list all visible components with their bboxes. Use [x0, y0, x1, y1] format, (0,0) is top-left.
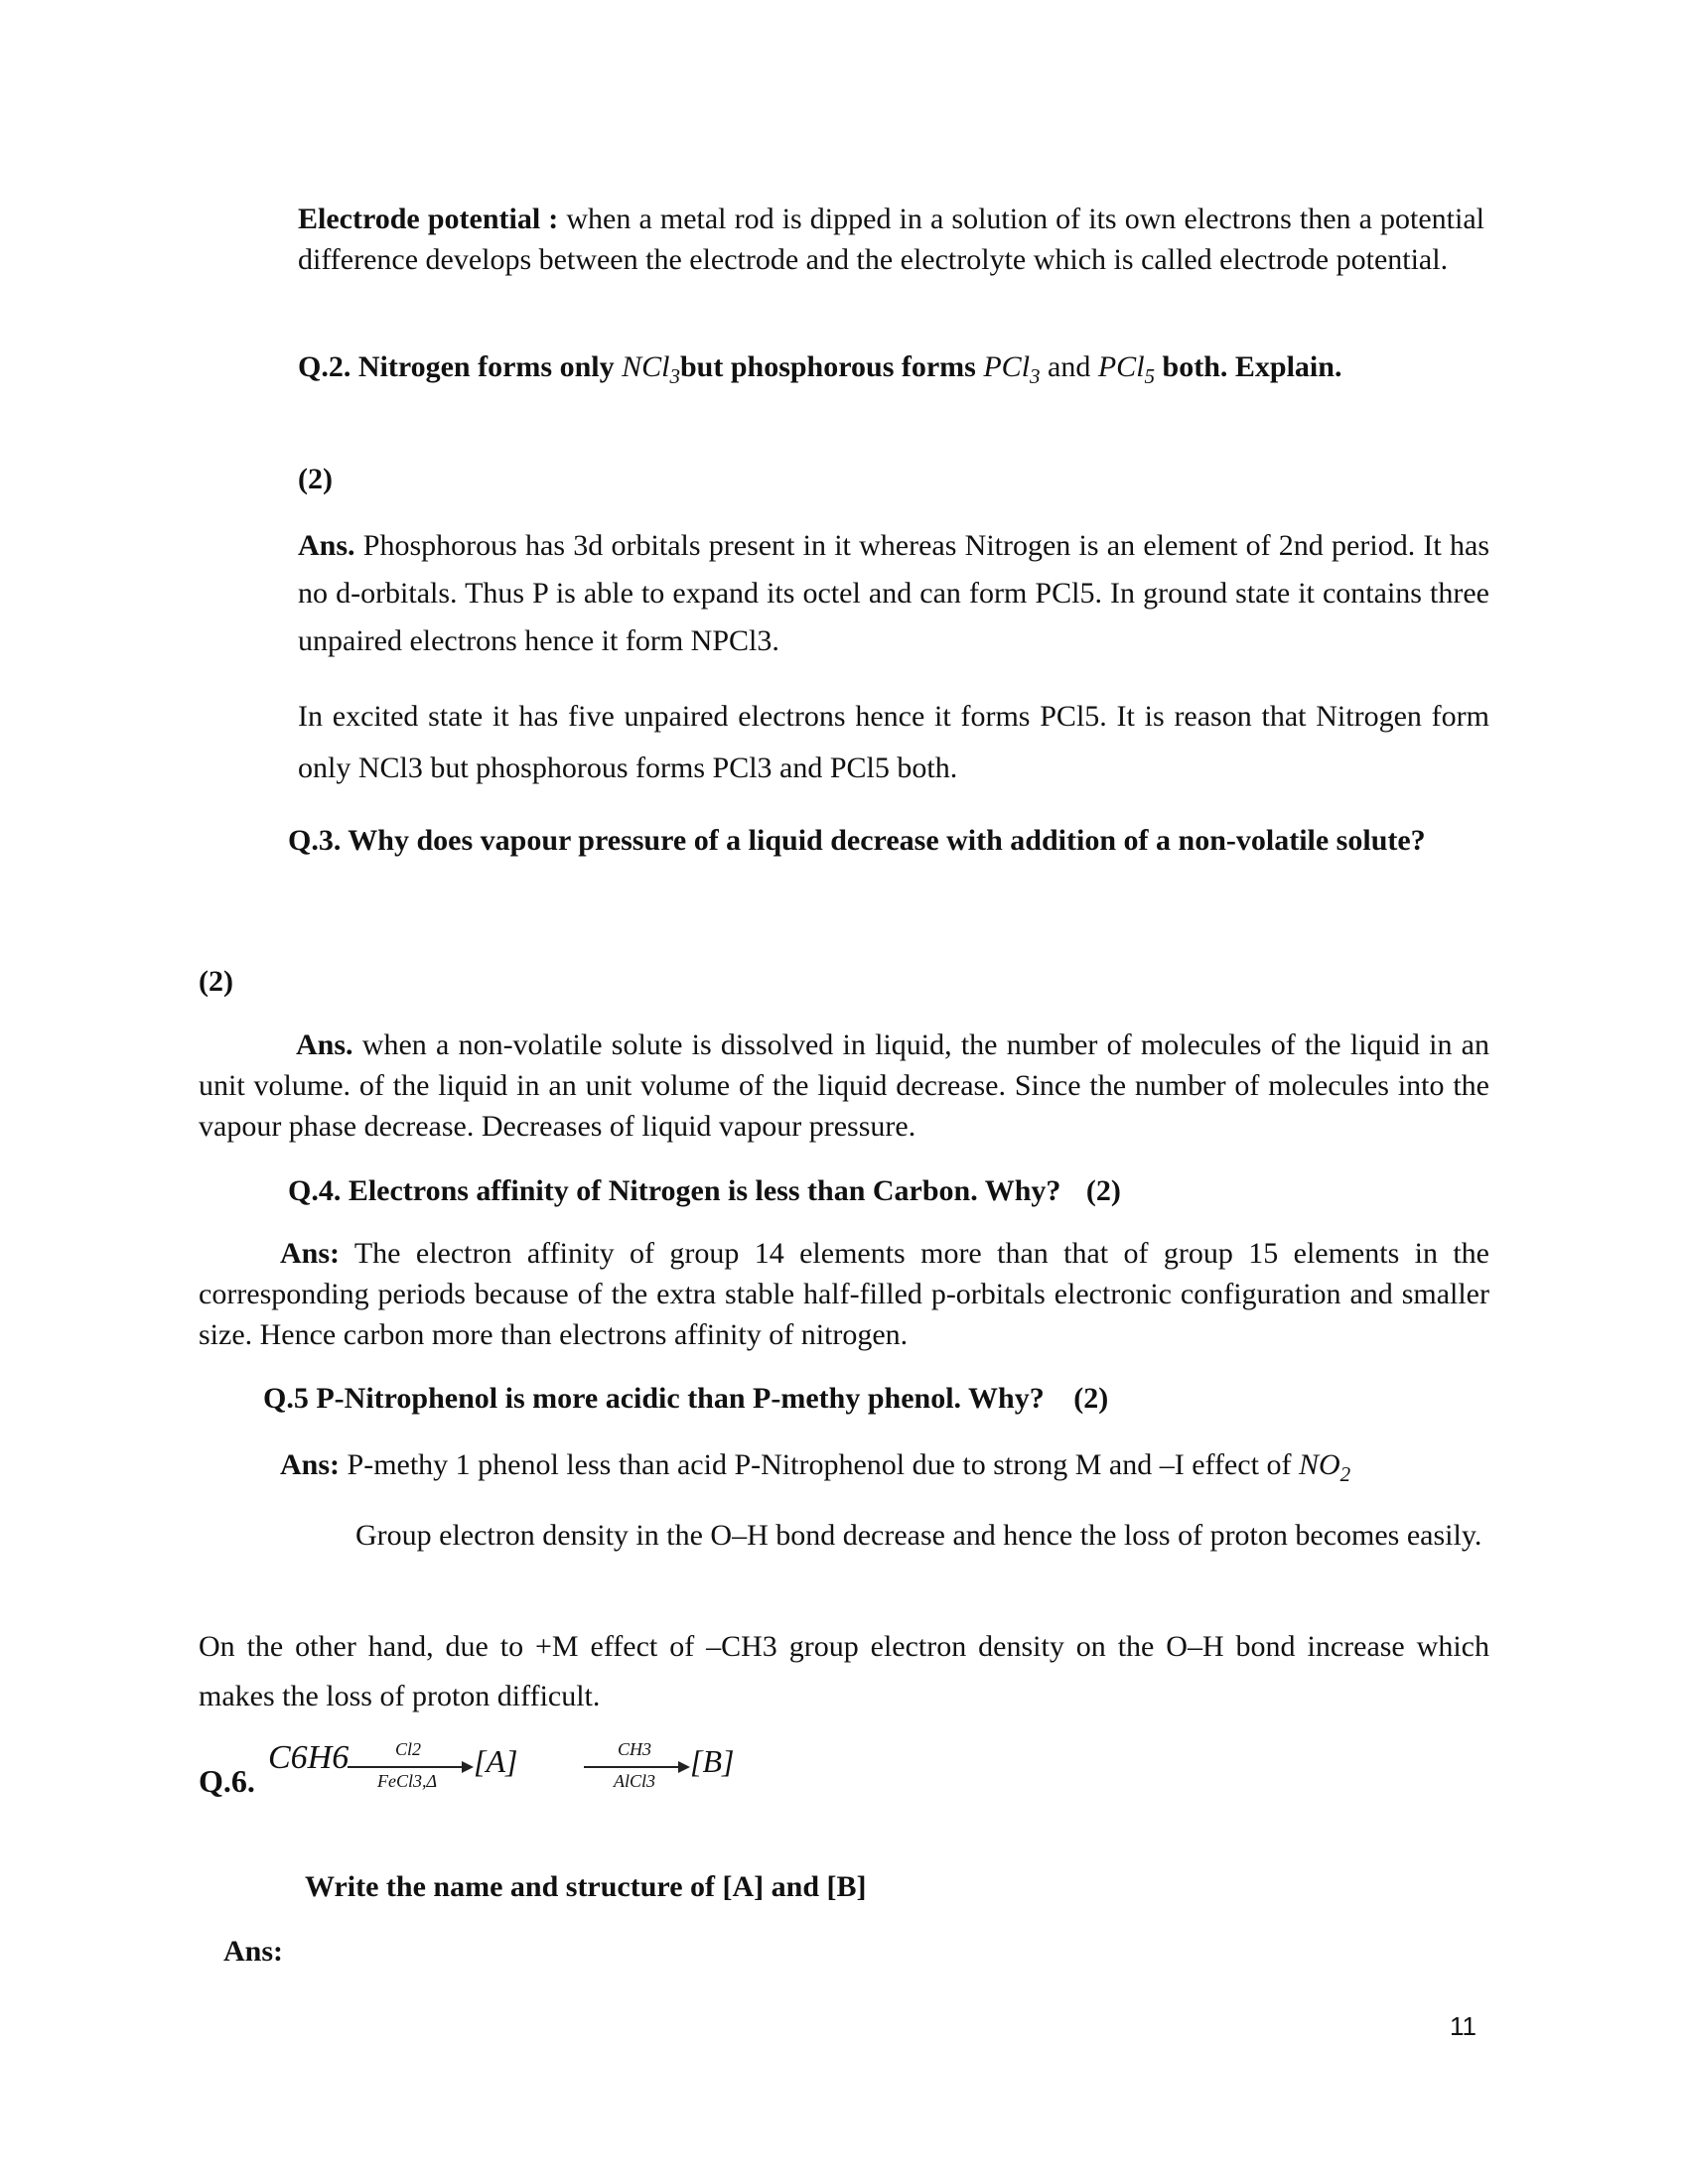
q6-answer — [223, 1931, 283, 1972]
q2-marks — [298, 459, 333, 499]
q6-reagent2-bottom: AlCl3 — [614, 1771, 656, 1791]
q6-arrow-2 — [584, 1766, 688, 1768]
q6-ans-label: Ans: — [223, 1935, 284, 1968]
q5-answer-line3 — [199, 1622, 1489, 1721]
q2-answer-p2-text: In excited state it has five unpaired electrons hence it forms PCl5. It is reason that Nitrogen form only NCl3 but phosphorous forms PCl3 and PCl5 both. — [298, 700, 1489, 784]
q4-answer — [199, 1233, 1489, 1355]
q6-reactant: C6H6 — [268, 1739, 350, 1776]
q2-text-1: Nitrogen forms only — [357, 350, 615, 383]
q4-answer-text: The electron affinity of group 14 elements more than that of group 15 elements in the corresponding periods because of the extra stable half-filled p-orbitals electronic configuration and smaller size. Hence carbon more than electrons affinity of nitrogen. — [199, 1237, 1489, 1351]
formula-pcl5: PCl$_5$ — [1097, 350, 1156, 388]
q6-number — [199, 1763, 255, 1800]
q5-answer-a2: Group electron density in the O–H bond decrease and hence the loss of proton becomes easily. — [355, 1519, 1482, 1552]
q5-marks: (2) — [1073, 1382, 1109, 1415]
q2-answer-p1-text: Phosphorous has 3d orbitals present in it whereas Nitrogen is an element of 2nd period. It has no d-orbitals. Thus P is able to expand its octel and can form PCl5. In ground state it contains three unpaired electrons hence it form NPCl3. — [298, 529, 1489, 657]
q5-answer-line2 — [199, 1515, 1489, 1556]
q3-answer-text: when a non-volatile solute is dissolved in liquid, the number of molecules of the liquid in an unit volume. of the liquid in an unit volume of the liquid decrease. Since the number of molecules into the vapour phase decrease. Decreases of liquid vapour pressure. — [199, 1028, 1489, 1143]
electrode-definition: when a metal rod is dipped in a solution of its own electrons then a potential difference develops between the electrode and the electrolyte which is called electrode potential. — [298, 203, 1484, 276]
q2-text-3: and — [1048, 350, 1091, 383]
q6-product-b: [B] — [690, 1743, 735, 1779]
formula-ncl3: NCl$_3$ — [622, 350, 680, 388]
q6-product-a: [A] — [474, 1743, 518, 1779]
q2-answer-p2 — [298, 691, 1489, 794]
q4-ans-label: Ans: — [280, 1237, 341, 1270]
q3-question-text: Q.3. Why does vapour pressure of a liquid decrease with addition of a non-volatile solute? — [288, 824, 1426, 857]
q5-question-text: Q.5 P-Nitrophenol is more acidic than P-methy phenol. Why? — [263, 1382, 1045, 1415]
q3-ans-label: Ans. — [296, 1028, 353, 1061]
q2-text-2: but phosphorous forms — [679, 350, 976, 383]
q6-instruction — [305, 1866, 1496, 1907]
q3-answer — [199, 1024, 1489, 1147]
q3-marks — [199, 961, 233, 1002]
formula-pcl3: PCl$_3$ — [983, 350, 1041, 388]
q2-ans-label: Ans. — [298, 529, 355, 562]
q5-answer-line1 — [280, 1444, 1491, 1485]
q5-ans-label: Ans: — [280, 1448, 341, 1481]
page-number: 11 — [1450, 2011, 1477, 2041]
electrode-term: Electrode potential : — [298, 203, 559, 235]
q2-text-4: both. Explain. — [1162, 350, 1342, 383]
q4-question — [288, 1170, 1479, 1211]
q2-answer-p1 — [298, 522, 1489, 665]
q5-question — [263, 1378, 1455, 1419]
q6-reagent1-top: Cl2 — [395, 1739, 422, 1759]
q2-question — [298, 346, 1489, 387]
formula-no2: $NO_2$ — [1298, 1448, 1351, 1486]
q5-answer-a3: On the other hand, due to +M effect of –CH3 group electron density on the O–H bond increase which makes the loss of proton difficult. — [199, 1630, 1489, 1712]
q6-arrow-1 — [348, 1766, 472, 1768]
q4-question-text: Q.4. Electrons affinity of Nitrogen is less than Carbon. Why? — [288, 1174, 1061, 1207]
q4-marks: (2) — [1085, 1174, 1121, 1207]
q3-marks-text: (2) — [199, 965, 233, 998]
q6-reagent2-top: CH3 — [618, 1739, 652, 1759]
q5-answer-a1: P-methy 1 phenol less than acid P-Nitrophenol due to strong M and –I effect of — [347, 1448, 1292, 1481]
q6-reagent1-bottom: FeCl3,Δ — [377, 1771, 438, 1791]
q6-number-text: Q.6. — [199, 1763, 255, 1799]
q6-instruction-text: Write the name and structure of [A] and [B] — [305, 1870, 867, 1903]
electrode-potential-para — [298, 199, 1484, 280]
q2-number: Q.2. — [298, 350, 352, 383]
q3-question — [199, 820, 1489, 861]
q2-marks-text: (2) — [298, 463, 333, 495]
